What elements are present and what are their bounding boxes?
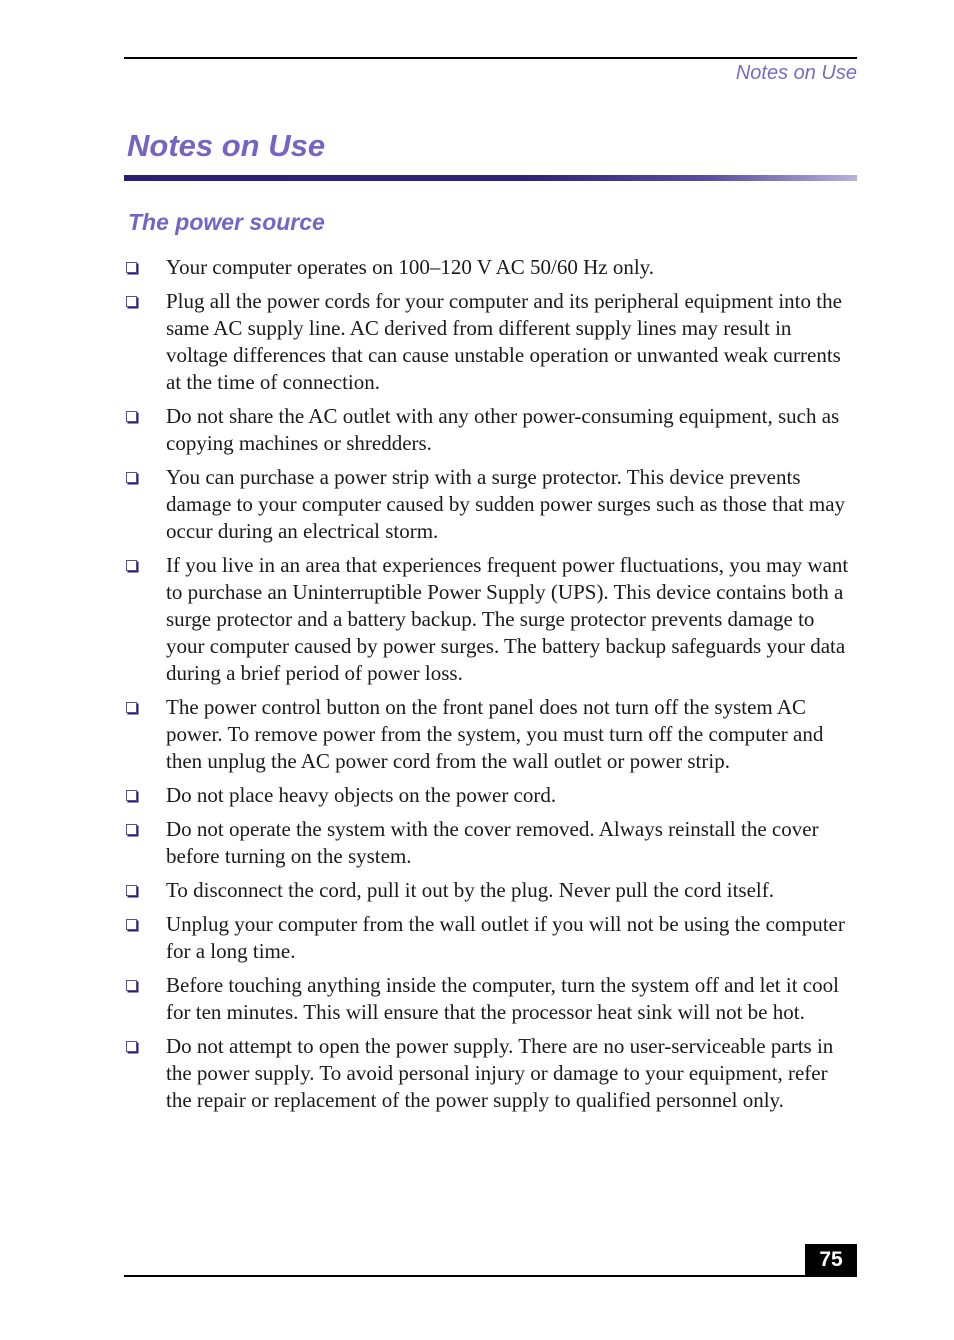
list-item: [124, 911, 858, 965]
section-heading: The power source: [128, 209, 325, 235]
checkbox-bullet-icon: [126, 702, 137, 713]
checkbox-bullet-icon: [126, 1041, 137, 1052]
list-item-text: Unplug your computer from the wall outlet if you will not be using the computer for a long time.: [166, 912, 845, 963]
list-item: [124, 1033, 858, 1114]
list-item: [124, 694, 858, 775]
checkbox-bullet-icon: [126, 790, 137, 801]
running-header: Notes on Use: [735, 62, 857, 84]
list-item-text: Do not place heavy objects on the power cord.: [166, 783, 557, 807]
checkbox-bullet-icon: [126, 824, 137, 835]
list-item: [124, 816, 858, 870]
list-item-text: You can purchase a power strip with a surge protector. This device prevents damage to your computer caused by sudden power surges such as those that may occur during an electrical storm.: [166, 465, 846, 543]
list-item: [124, 288, 858, 396]
header-rule: [124, 57, 857, 59]
checkbox-bullet-icon: [126, 262, 137, 273]
page-title: Notes on Use: [127, 128, 326, 163]
list-item: [124, 254, 858, 281]
list-item-text: To disconnect the cord, pull it out by the plug. Never pull the cord itself.: [166, 878, 774, 902]
list-item-text: Plug all the power cords for your computer and its peripheral equipment into the same AC supply line. AC derived from different supply lines may result in voltage differences that can cause unstable operation or unwanted weak currents at the time of connection.: [166, 289, 842, 394]
footer-rule: [124, 1275, 857, 1277]
list-item: [124, 782, 858, 809]
title-rule: [124, 175, 857, 181]
checkbox-bullet-icon: [126, 472, 137, 483]
checkbox-bullet-icon: [126, 411, 137, 422]
list-item: [124, 464, 858, 545]
list-item: [124, 972, 858, 1026]
list-item-text: Do not attempt to open the power supply. There are no user-serviceable parts in the power supply. To avoid personal injury or damage to your equipment, refer the repair or replacement of the power supply to qualified personnel only.: [166, 1034, 834, 1112]
checkbox-bullet-icon: [126, 885, 137, 896]
checkbox-bullet-icon: [126, 296, 137, 307]
list-item: [124, 552, 858, 687]
list-item: [124, 403, 858, 457]
list-item: [124, 877, 858, 904]
notes-list: [124, 254, 858, 1121]
list-item-text: If you live in an area that experiences frequent power fluctuations, you may want to purchase an Uninterruptible Power Supply (UPS). This device contains both a surge protector and a battery backup. The surge protector prevents damage to your computer caused by power surges. The battery backup safeguards your data during a brief period of power loss.: [166, 553, 849, 685]
list-item-text: Do not operate the system with the cover removed. Always reinstall the cover before turning on the system.: [166, 817, 819, 868]
page-number: 75: [805, 1244, 857, 1276]
list-item-text: Do not share the AC outlet with any other power-consuming equipment, such as copying machines or shredders.: [166, 404, 840, 455]
checkbox-bullet-icon: [126, 980, 137, 991]
checkbox-bullet-icon: [126, 919, 137, 930]
list-item-text: Before touching anything inside the computer, turn the system off and let it cool for ten minutes. This will ensure that the processor heat sink will not be hot.: [166, 973, 839, 1024]
list-item-text: Your computer operates on 100–120 V AC 50/60 Hz only.: [166, 255, 655, 279]
checkbox-bullet-icon: [126, 560, 137, 571]
list-item-text: The power control button on the front panel does not turn off the system AC power. To remove power from the system, you must turn off the computer and then unplug the AC power cord from the wall outlet or power strip.: [166, 695, 824, 773]
